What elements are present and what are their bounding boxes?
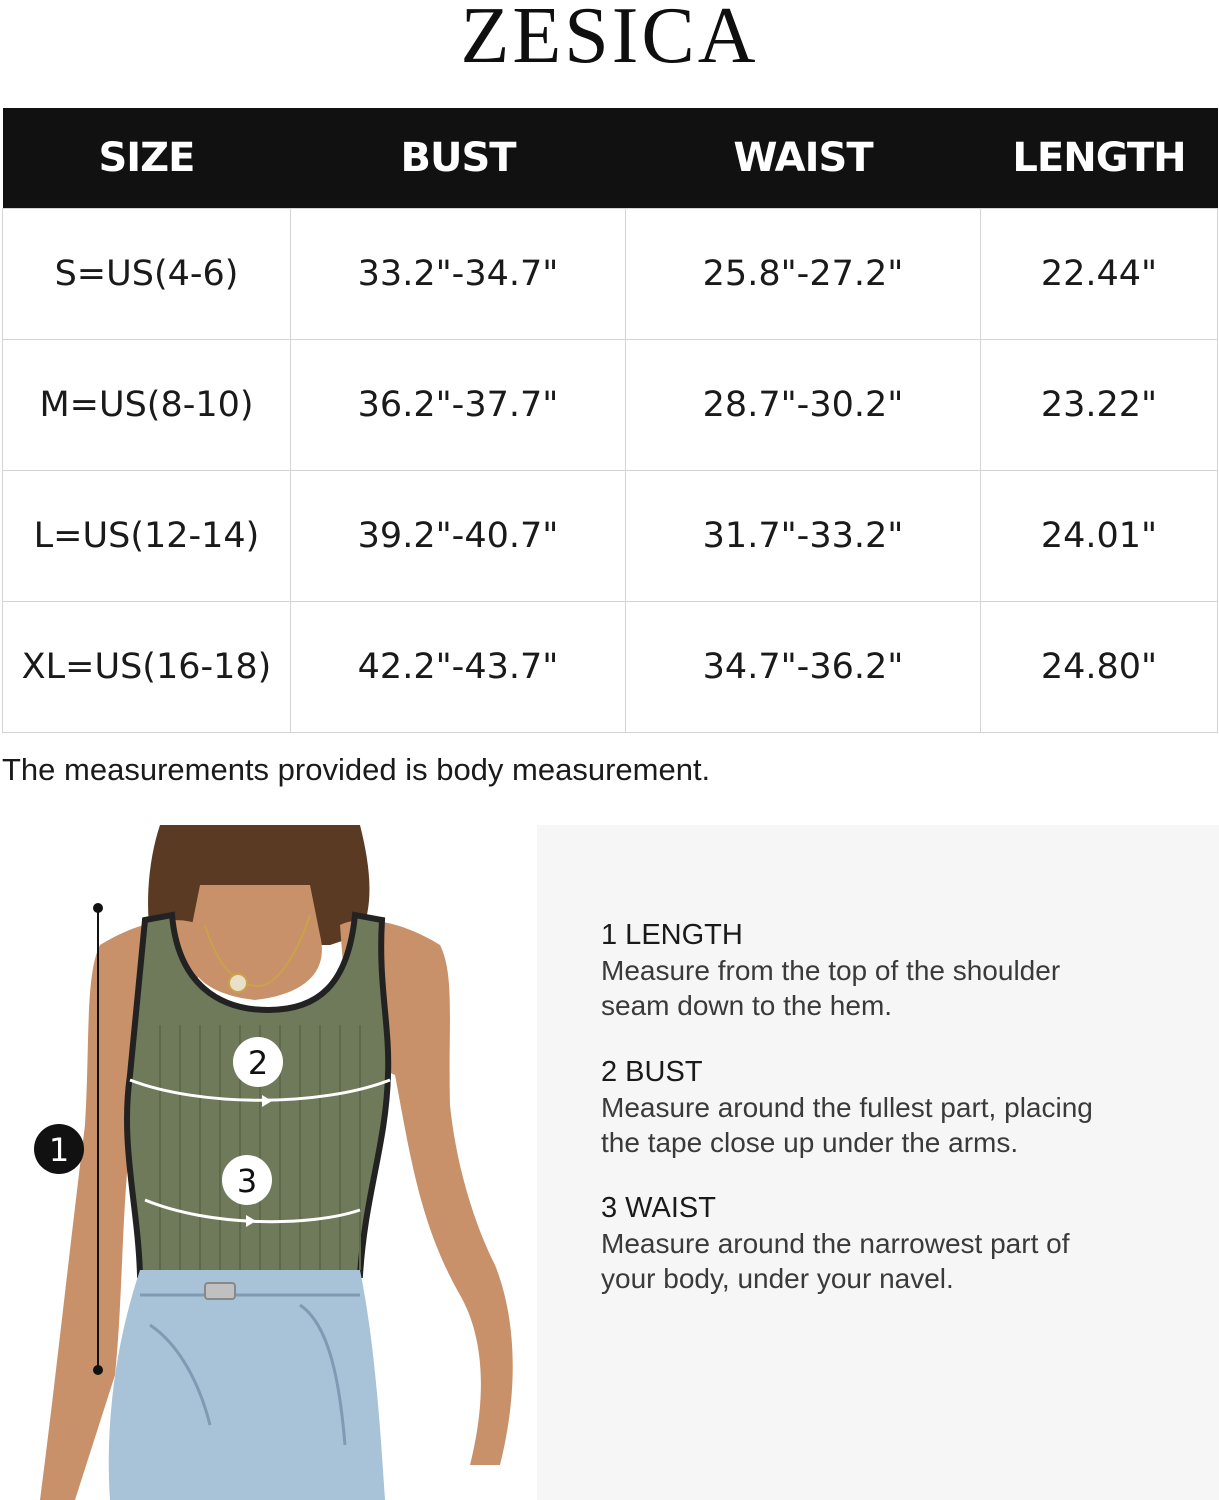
marker-bust: [233, 1037, 283, 1087]
guide-description: Measure around the fullest part, placing: [601, 1092, 1093, 1123]
header-waist: WAIST: [626, 108, 981, 209]
svg-text:2: 2: [247, 1044, 269, 1082]
table-row: [3, 209, 1218, 340]
cell-waist: 34.7"-36.2": [626, 602, 981, 733]
svg-text:3: 3: [236, 1162, 258, 1200]
cell-size: S=US(4-6): [3, 209, 291, 340]
cell-bust: 36.2"-37.7": [291, 340, 626, 471]
measurement-note: The measurements provided is body measurement.: [2, 752, 711, 787]
guide-description: Measure from the top of the shoulder: [601, 955, 1061, 986]
guide-waist: [601, 1190, 1201, 1296]
guide-title: 2 BUST: [601, 1056, 703, 1088]
table-row: [3, 602, 1218, 733]
cell-bust: 39.2"-40.7": [291, 471, 626, 602]
svg-text:1: 1: [48, 1131, 70, 1169]
cell-size: XL=US(16-18): [3, 602, 291, 733]
cell-length: 23.22": [981, 340, 1218, 471]
table-header-row: [3, 108, 1218, 209]
model-illustration: [0, 825, 537, 1500]
cell-length: 24.80": [981, 602, 1218, 733]
cell-size: L=US(12-14): [3, 471, 291, 602]
table-row: [3, 471, 1218, 602]
cell-waist: 25.8"-27.2": [626, 209, 981, 340]
header-size: SIZE: [3, 108, 291, 209]
measure-guide-panel: [537, 825, 1219, 1500]
guide-description: your body, under your navel.: [601, 1263, 954, 1294]
cell-bust: 33.2"-34.7": [291, 209, 626, 340]
cell-length: 24.01": [981, 471, 1218, 602]
guide-title: 1 LENGTH: [601, 919, 743, 951]
guide-description: Measure around the narrowest part of: [601, 1228, 1070, 1259]
guide-title: 3 WAIST: [601, 1192, 716, 1224]
cell-waist: 28.7"-30.2": [626, 340, 981, 471]
header-bust: BUST: [291, 108, 626, 209]
header-length: LENGTH: [981, 108, 1218, 209]
guide-bust: [601, 1054, 1201, 1160]
guide-description: seam down to the hem.: [601, 990, 893, 1021]
brand-logo: ZESICA: [460, 0, 759, 80]
guide-length: [601, 917, 1201, 1023]
guide-description: the tape close up under the arms.: [601, 1127, 1019, 1158]
marker-length: [34, 1124, 84, 1174]
table-row: [3, 340, 1218, 471]
cell-bust: 42.2"-43.7": [291, 602, 626, 733]
model-photo: [0, 825, 537, 1500]
cell-size: M=US(8-10): [3, 340, 291, 471]
marker-waist: [222, 1155, 272, 1205]
size-chart-table: [2, 108, 1218, 733]
cell-length: 22.44": [981, 209, 1218, 340]
cell-waist: 31.7"-33.2": [626, 471, 981, 602]
